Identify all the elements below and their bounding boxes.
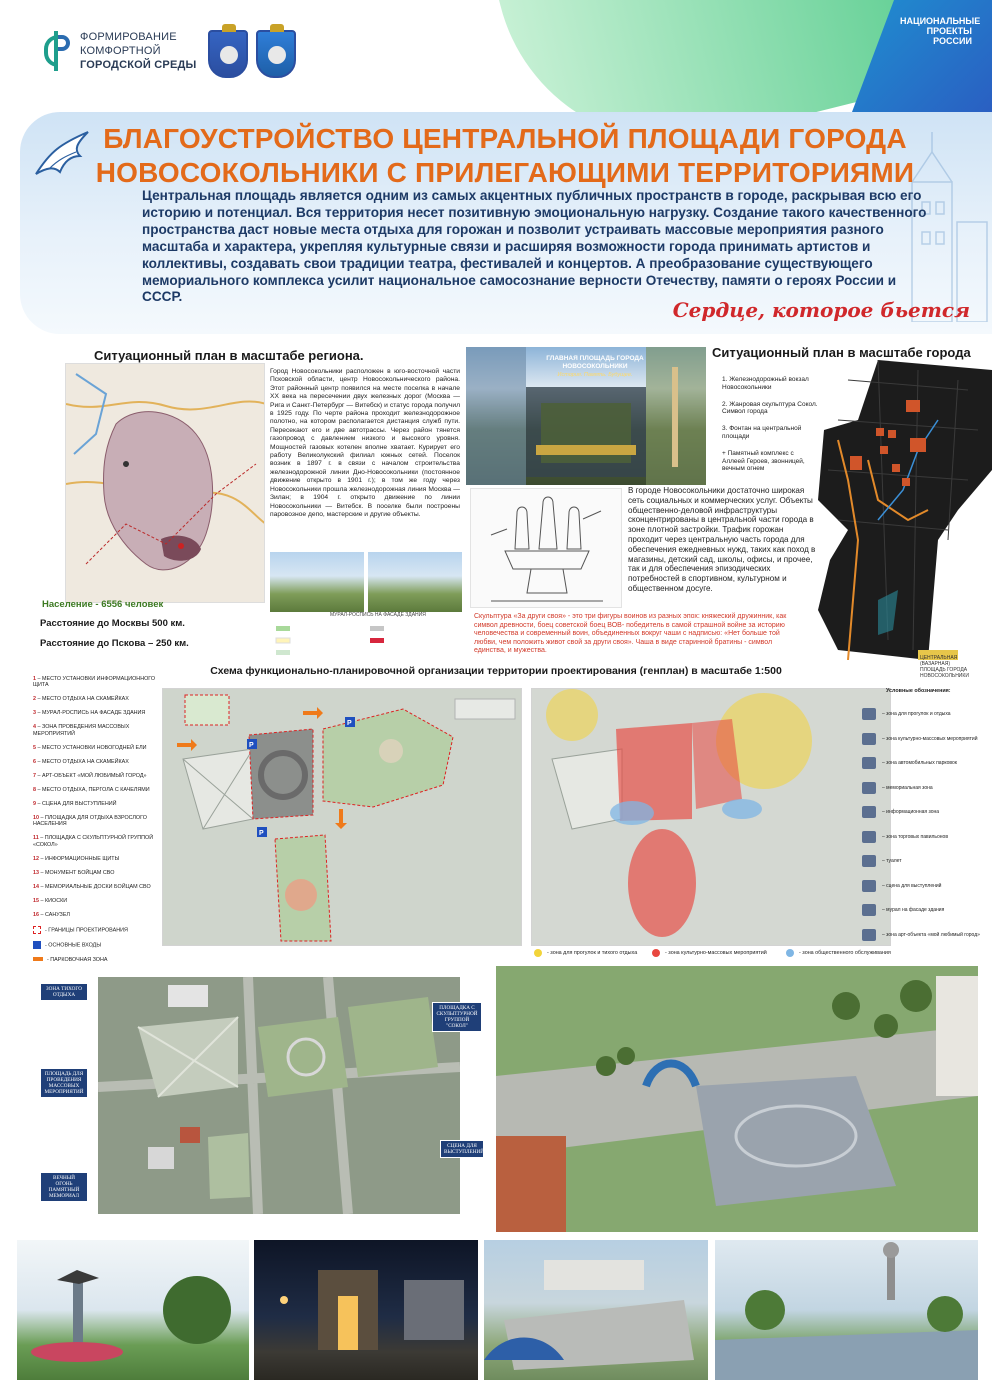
orange-arrow-icon xyxy=(33,957,43,961)
kiosk-icon xyxy=(862,831,876,843)
legend-row-5: 5 – МЕСТО УСТАНОВКИ НОВОГОДНЕЙ ЕЛИ xyxy=(33,744,147,751)
border-dash-icon xyxy=(33,926,41,934)
legend-row-13: 13 – МОНУМЕНТ БОЙЦАМ СВО xyxy=(33,869,115,876)
legend-row-12: 12 – ИНФОРМАЦИОННЫЕ ЩИТЫ xyxy=(33,855,120,862)
legend-row-6: 6 – МЕСТО ОТДЫХА НА СКАМЕЙКАХ xyxy=(33,758,129,765)
mural-icon xyxy=(862,904,876,916)
memorial-icon xyxy=(862,782,876,794)
brand-text xyxy=(80,30,197,72)
render-park-panorama xyxy=(715,1240,978,1380)
svg-text:P: P xyxy=(259,830,264,837)
legend-park: - ПАРКОВОЧНАЯ ЗОНА xyxy=(33,957,163,963)
zones-legend xyxy=(862,688,982,947)
zone-row-6: – зона торговых павильонов xyxy=(862,825,982,850)
region-map-legend xyxy=(270,620,462,660)
city-landmark-1: 1. Железнодорожный вокзал Новосокольники xyxy=(722,376,809,391)
brand-mark-icon xyxy=(42,31,72,71)
poster-header xyxy=(0,0,992,112)
region-description: Город Новосокольники расположен в юго-восточной части Псковской области, центр Новосокольнического района. Этот районный центр появился на месте поселка в начале XX века на пересечении двух железных дорог (Москва — Рига и Санкт-Петербург — Витебск) и статус города получил в 1925 году. По черте района проходит железнодорожное полотно, на котором располагается дистанция служб пути. Пересекают его и две автотрассы. Через район тянется газопровод с давлением низкого и высокого уровня. Мощностей газовых котелен вполне хватает. Курирует его работу Великолукский филиал южных сетей. Поселок возник в 1897 г. в связи с началом строительства железнодорожной линии Дно-Новосокольники (постоянное движение открыто в 1901 г.); в том же году через Новосокольники прошла железнодорожная линия Москва — Зилан; в 1904 г. открыто движение по линии Новосокольники — Витебск. В поселке были построены паровозное депо, мастерские и другие объекты. xyxy=(270,368,460,518)
svg-text:P: P xyxy=(249,742,254,749)
legend-row-4: 4 – ЗОНА ПРОВЕДЕНИЯ МАССОВЫХ МЕРОПРИЯТИЙ xyxy=(33,724,130,737)
aerial-plan-drawing xyxy=(98,977,460,1214)
collage-subtitle: История. Память. Будущее. xyxy=(557,372,633,378)
toilet-icon xyxy=(862,855,876,867)
legend-entry: - ОСНОВНЫЕ ВХОДЫ xyxy=(33,941,163,949)
collage-title: ГЛАВНАЯ ПЛОЩАДЬ ГОРОДА НОВОСОКОЛЬНИКИ xyxy=(546,355,644,370)
brand-line-2: КОМФОРТНОЙ xyxy=(80,45,161,57)
legend-row-14: 14 – МЕМОРИАЛЬНЫЕ ДОСКИ БОЙЦАМ СВО xyxy=(33,883,151,890)
train-photo-1 xyxy=(270,552,364,612)
city-map xyxy=(818,360,992,660)
zone-row-4: – мемориальная зона xyxy=(862,776,982,801)
aerial-plan-photo xyxy=(98,977,460,1214)
masterplan-numbered xyxy=(162,688,522,946)
masterplan-legend xyxy=(33,676,163,971)
legend-row-15: 15 – КИОСКИ xyxy=(33,897,68,904)
legend-row-10: 10 – ПЛОЩАДКА ДЛЯ ОТДЫХА ВЗРОСЛОГО НАСЕЛЕНИЯ xyxy=(33,814,147,828)
callout-eternal-flame: ВЕЧНЫЙ ОГОНЬ ПАМЯТНЫЙ МЕМОРИАЛ xyxy=(40,1172,88,1202)
zone-row-5: – информационная зона xyxy=(862,800,982,825)
novosokolniki-coat-of-arms-icon xyxy=(256,30,296,78)
motto: Сердце, которое бьется xyxy=(672,298,970,322)
zone-row-9: – мурал на фасаде здания xyxy=(862,898,982,923)
callout-sokol-sculpture: ПЛОЩАДКА С СКУЛЬПТУРНОЙ ГРУППОЙ "СОКОЛ" xyxy=(432,1002,482,1032)
callout-stage: СЦЕНА ДЛЯ ВЫСТУПЛЕНИЙ xyxy=(440,1140,484,1158)
population: Население - 6556 человек xyxy=(42,599,164,610)
zone-row-8: – сцена для выступлений xyxy=(862,874,982,899)
main-square-collage xyxy=(466,347,706,485)
svg-text:P: P xyxy=(347,720,352,727)
region-map-drawing xyxy=(66,364,265,603)
info-board-icon xyxy=(862,806,876,818)
render-night-arch xyxy=(254,1240,478,1380)
masterplan-zones xyxy=(531,688,891,946)
night-arch-icon xyxy=(254,1240,478,1380)
park-panorama-icon xyxy=(715,1240,978,1380)
zone-row-10: – зона арт-объекта «мой любимый город» xyxy=(862,923,982,948)
city-map-note: ЦЕНТРАЛЬНАЯ (ВАЗАРНАЯ) ПЛОЩАДЬ ГОРОДА НОВОСОКОЛЬНИКИ xyxy=(920,655,969,679)
city-landmark-4: + Памятный комплекс с Аллеей Героев, звонницей, вечным огнем xyxy=(722,449,805,473)
zone-key-service: - зона общественного обслуживания xyxy=(786,949,891,957)
legend-row-8: 8 – МЕСТО ОТДЫХА, ПЕРГОЛА С КАЧЕЛЯМИ xyxy=(33,786,150,793)
zone-row-2: – зона культурно-массовых мероприятий xyxy=(862,727,982,752)
parking-p-icon xyxy=(33,941,41,949)
legend-row-2: 2 – МЕСТО ОТДЫХА НА СКАМЕЙКАХ xyxy=(33,696,129,703)
stage-area-icon xyxy=(484,1240,708,1380)
legend-row-16: 16 – САНУЗЕЛ xyxy=(33,911,70,918)
poster-title-line-1: БЛАГОУСТРОЙСТВО ЦЕНТРАЛЬНОЙ ПЛОЩАДИ ГОРОДА xyxy=(103,123,907,154)
square-render-aerial xyxy=(496,966,978,1232)
sculpture-drawing xyxy=(470,488,622,608)
falcon-monument-icon xyxy=(17,1240,249,1380)
legend-border: - ГРАНИЦЫ ПРОЕКТИРОВАНИЯ xyxy=(33,926,163,934)
walk-zone-icon xyxy=(862,708,876,720)
legend-row-7: 7 – АРТ-ОБЪЕКТ «МОЙ ЛЮБИМЫЙ ГОРОД» xyxy=(33,772,147,779)
zone-key-events: - зона культурно-массовых мероприятий xyxy=(652,949,767,957)
pskov-coat-of-arms-icon xyxy=(208,30,248,78)
art-object-icon xyxy=(862,929,876,941)
distance-moscow: Расстояние до Москвы 500 км. xyxy=(40,618,185,629)
callout-quiet-zone: ЗОНА ТИХОГО ОТДЫХА xyxy=(40,983,88,1001)
warriors-sculpture-icon xyxy=(471,489,623,609)
zone-key-walk: - зона для прогулок и тихого отдыха xyxy=(534,949,637,957)
national-projects-logo xyxy=(900,16,981,46)
region-photo-caption: МУРАЛ-РОСПИСЬ НА ФАСАДЕ ЗДАНИЯ xyxy=(330,612,426,618)
legend-row-9: 9 – СЦЕНА ДЛЯ ВЫСТУПЛЕНИЙ xyxy=(33,800,117,807)
brand-line-3: ГОРОДСКОЙ СРЕДЫ xyxy=(80,59,197,71)
zones-legend-heading: Условные обозначения: xyxy=(886,688,951,694)
legend-row-1: 1 – МЕСТО УСТАНОВКИ ИНФОРМАЦИОННОГО ЩИТА xyxy=(33,676,156,689)
square-render-drawing xyxy=(496,966,978,1232)
zone-row-7: – туалет xyxy=(862,849,982,874)
masterplan-numbered-drawing xyxy=(163,689,522,946)
masterplan-zones-drawing xyxy=(532,689,891,946)
sculpture-caption: Скульптура «За други своя» - это три фигуры воинов из разных эпох: княжеский дружинник, как символ древности, боец советской боец ВОВ- победитель в самой страшной войне за историю человечества и современный воин, объединенных вокруг чаши с надписью: «Нет больше той любви, чем положить живот свой за други своя». Чаша в виде старинной братины - символ единства, и мужества. xyxy=(474,613,787,655)
intro-paragraph: Центральная площадь является одним из самых акцентных публичных пространств в городе, раскрывая всю его историю и потенциал. Вся территория несет позитивную эмоциональную нагрузку. Создание такого качественного пространства даст новые места отдыха для горожан и позволит устраивать массовые мероприятия разного масштаба и характера, укрепляя культурные связи и расширяя возможности города принимать артистов и коллективы, создавать свои традиции театра, фестивалей и концертов. А преобразование существующего мемориального комплекса усилит национальное самосознание верности Отечеству, памяти о героях России и СССР. xyxy=(142,188,927,305)
poster-title xyxy=(90,122,920,190)
legend-row-3: 3 – МУРАЛ-РОСПИСЬ НА ФАСАДЕ ЗДАНИЯ xyxy=(33,710,146,717)
train-photo-2 xyxy=(368,552,462,612)
zone-row-1: – зона для прогулок и отдыха xyxy=(862,702,982,727)
region-plan-heading: Ситуационный план в масштабе региона. xyxy=(94,348,364,363)
brand-line-1: ФОРМИРОВАНИЕ xyxy=(80,31,177,43)
natproj-line-1: НАЦИОНАЛЬНЫЕ xyxy=(900,16,981,26)
city-plan-heading: Ситуационный план в масштабе города xyxy=(712,345,971,360)
brand-logo xyxy=(42,30,197,72)
natproj-line-3: РОССИИ xyxy=(933,36,972,46)
region-map xyxy=(65,363,265,603)
car-parking-icon xyxy=(862,757,876,769)
render-stage-area xyxy=(484,1240,708,1380)
distance-pskov: Расстояние до Пскова – 250 км. xyxy=(40,638,189,649)
region-photos xyxy=(270,552,462,612)
natproj-line-2: ПРОЕКТЫ xyxy=(926,26,972,36)
render-falcon-monument xyxy=(17,1240,249,1380)
city-landmark-3: 3. Фонтан на центральной площади xyxy=(722,425,802,440)
masterplan-title: Схема функционально-планировочной организации территории проектирования (генплан) в масштабе 1:500 xyxy=(210,665,782,677)
city-landmark-2: 2. Жанровая скульптура Сокол. Символ города xyxy=(722,400,818,416)
legend-row-11: 11 – ПЛОЩАДКА С СКУЛЬПТУРНОЙ ГРУППОЙ «СОКОЛ» xyxy=(33,835,154,848)
zone-row-3: – зона автомобильных парковок xyxy=(862,751,982,776)
title-banner xyxy=(20,112,992,334)
infrastructure-text: В городе Новосокольники достаточно широкая сеть социальных и коммерческих услуг. Объекты общественно-деловой инфраструктуры сконцентрированы в центральной части города в зоне плотной застройки. Трафик горожан проходит через центральную часть города для обеспечения ежедневных нужд, таких как поход в магазины, детский сад, школы, офисы, и прочее, так и для обеспечения эпизодических потребностей в спортивном, культурном и общественном досуге. xyxy=(628,486,816,593)
city-landmark-list xyxy=(722,376,818,482)
stage-icon xyxy=(862,880,876,892)
events-zone-icon xyxy=(862,733,876,745)
callout-events-square: ПЛОЩАДЬ ДЛЯ ПРОВЕДЕНИЯ МАССОВЫХ МЕРОПРИЯТИЙ xyxy=(40,1068,88,1098)
poster-title-line-2: НОВОСОКОЛЬНИКИ С ПРИЛЕГАЮЩИМИ ТЕРРИТОРИЯМИ xyxy=(95,157,915,188)
